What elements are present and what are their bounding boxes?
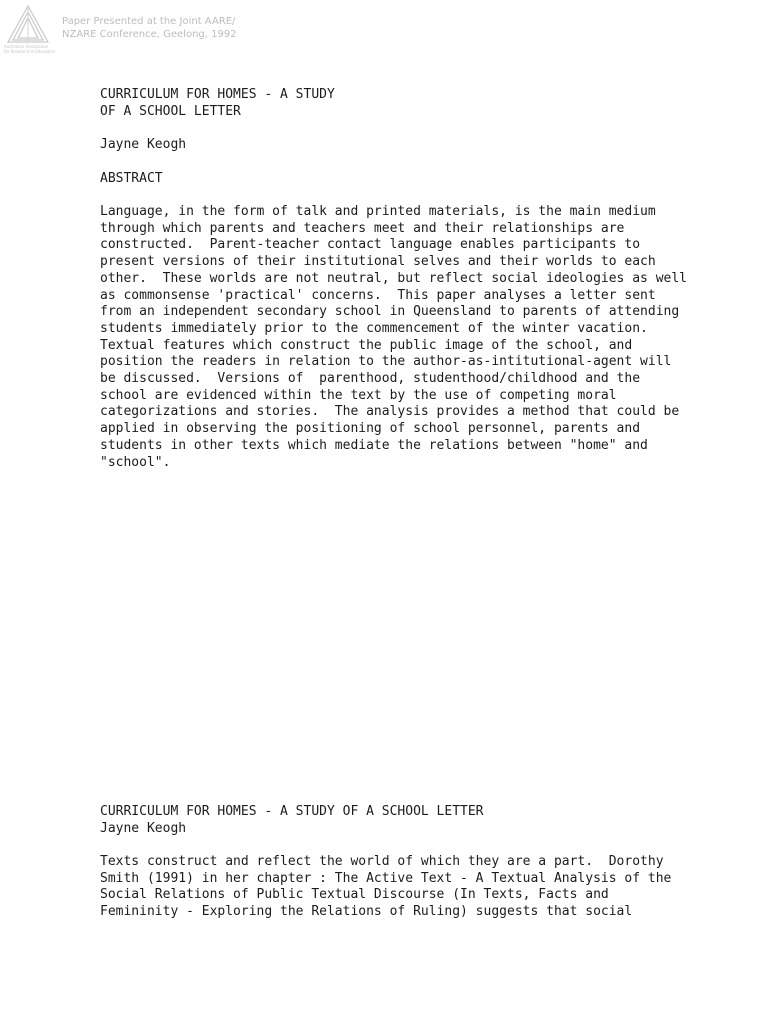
body-author: Jayne Keogh	[100, 821, 187, 836]
page-header	[4, 4, 264, 60]
logo-caption: Australian Association for Research in Education	[4, 44, 56, 54]
abstract-text: Language, in the form of talk and printed materials, is the main medium through which parents and teachers meet and their relationships are constructed. Parent-teacher contact language enables participants to present versions of their institutional selves and their worlds to each other. These worlds are not neutral, but reflect social ideologies as well as commonsense 'practical' concerns. This paper analyses a letter sent from an independent secondary school in Queensland to parents of attending students immediately prior to the commencement of the winter vacation. Textual features which construct the public image of the school, and position the readers in relation to the author-as-intitutional-agent will be discussed. Versions of parenthood, studenthood/childhood and the school are evidenced within the text by the use of competing moral categorizations and stories. The analysis provides a method that could be applied in observing the positioning of school personnel, parents and students in other texts which mediate the relations between "home" and "school".	[100, 204, 687, 470]
abstract-heading: ABSTRACT	[100, 171, 163, 186]
cover-title: CURRICULUM FOR HOMES - A STUDY OF A SCHOOL LETTER	[100, 87, 335, 119]
conference-note: Paper Presented at the Joint AARE/ NZARE Conference, Geelong, 1992	[62, 16, 237, 40]
body-title: CURRICULUM FOR HOMES - A STUDY OF A SCHOOL LETTER	[100, 804, 484, 819]
body-paragraph: Texts construct and reflect the world of which they are a part. Dorothy Smith (1991) in her chapter : The Active Text - A Textual Analysis of the Social Relations of Public Textual Discourse (In Texts, Facts and Femininity - Exploring the Relations of Ruling) suggests that social	[100, 854, 672, 920]
cover-author: Jayne Keogh	[100, 137, 187, 152]
